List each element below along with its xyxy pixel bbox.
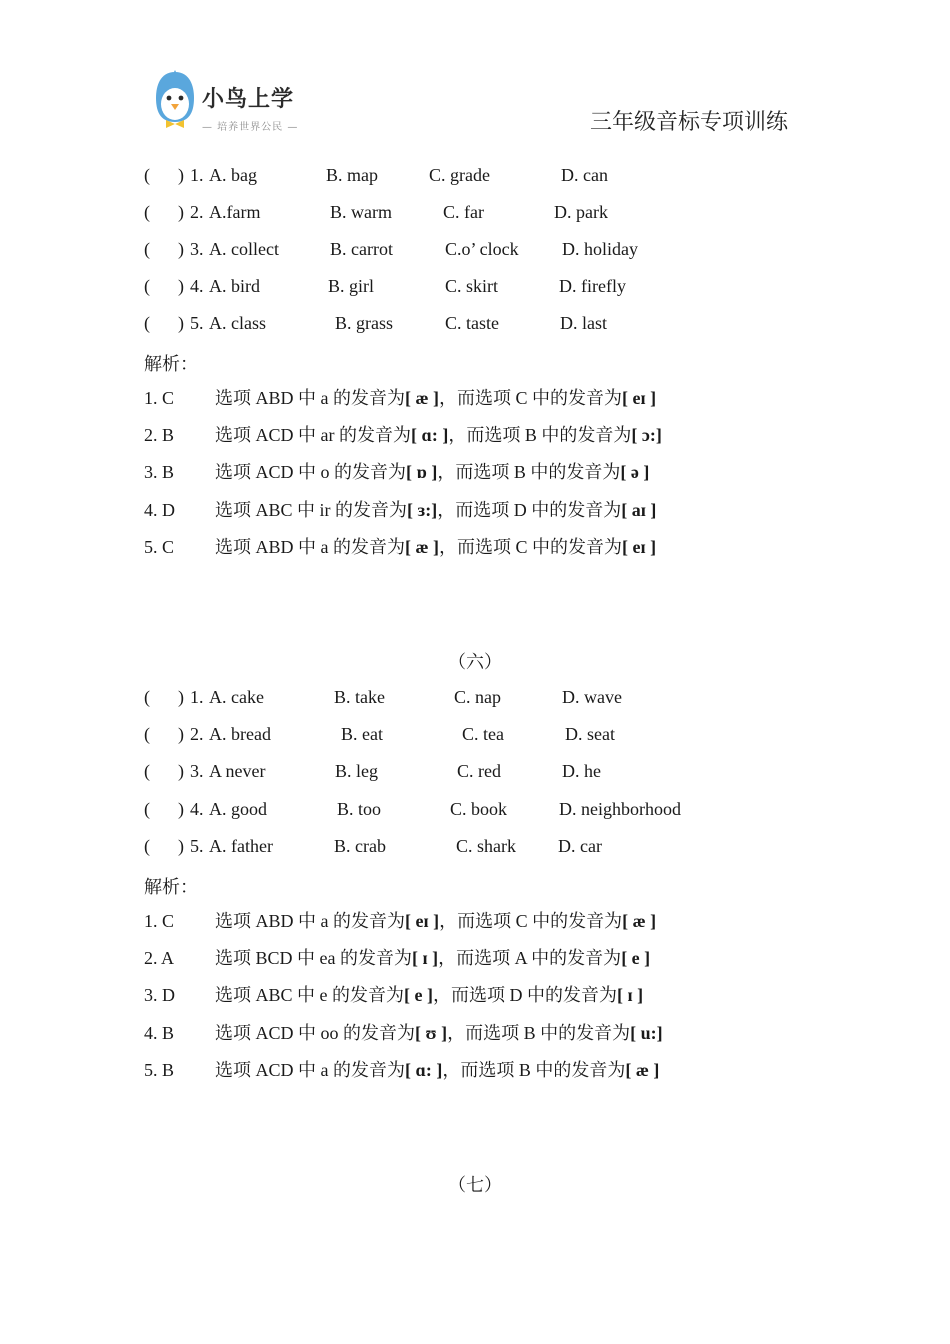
option-d: D. car xyxy=(558,836,602,856)
paren-close: ) xyxy=(178,239,184,259)
paren-close: ) xyxy=(178,276,184,296)
paren-open: ( xyxy=(144,165,150,185)
explanation-text: 选项 ABD 中 a 的发音为 xyxy=(215,911,405,931)
phonetic-symbol: [ ɑ: ] xyxy=(411,425,449,445)
answer-explanation xyxy=(215,982,643,1008)
answer-key: 3. D xyxy=(144,985,175,1005)
logo-text: 小鸟上学 xyxy=(202,87,295,112)
option-a: A. good xyxy=(209,799,267,819)
paren-open: ( xyxy=(144,276,150,296)
option-c: C. taste xyxy=(445,313,499,333)
phonetic-symbol: [ e ] xyxy=(621,948,651,968)
logo xyxy=(150,68,310,132)
section-heading: （六） xyxy=(448,652,502,672)
paren-close: ) xyxy=(178,313,184,333)
option-b: B. too xyxy=(337,799,382,819)
paren-close: ) xyxy=(178,836,184,856)
option-a: A. bag xyxy=(209,165,257,185)
phonetic-symbol: [ æ ] xyxy=(622,911,657,931)
answer-explanation xyxy=(215,497,656,523)
explanation-text: ，而选项 B 中的发音为 xyxy=(447,1023,631,1043)
explanation-text: ，而选项 B 中的发音为 xyxy=(448,425,632,445)
option-c: C. book xyxy=(450,799,508,819)
phonetic-symbol: [ aɪ ] xyxy=(621,500,657,520)
answer-key: 1. C xyxy=(144,911,175,931)
phonetic-symbol: [ ɪ ] xyxy=(616,985,644,1005)
option-c: C. red xyxy=(457,761,501,781)
explanation-text: ，而选项 C 中的发音为 xyxy=(439,911,623,931)
phonetic-symbol: [ eɪ ] xyxy=(405,911,440,931)
option-d: D. seat xyxy=(565,724,615,744)
option-b: B. warm xyxy=(330,202,392,222)
option-d: D. can xyxy=(561,165,608,185)
phonetic-symbol: [ ɒ ] xyxy=(406,462,438,482)
phonetic-symbol: [ e ] xyxy=(404,985,433,1005)
option-a: A. collect xyxy=(209,239,279,259)
paren-open: ( xyxy=(144,836,150,856)
phonetic-symbol: [ æ ] xyxy=(625,1060,660,1080)
phonetic-symbol: [ eɪ ] xyxy=(622,388,657,408)
explanation-text: 选项 ACD 中 ar 的发音为 xyxy=(215,425,411,445)
answer-key: 5. B xyxy=(144,1060,175,1080)
option-a: A. class xyxy=(209,313,266,333)
question-number: 2. xyxy=(190,724,204,744)
question-number: 4. xyxy=(190,276,204,296)
logo-subtitle: — 培养世界公民 — xyxy=(202,122,299,133)
explanation-text: 选项 BCD 中 ea 的发音为 xyxy=(215,948,412,968)
phonetic-symbol: [ ɔ:] xyxy=(631,425,662,445)
explanation-text: ，而选项 C 中的发音为 xyxy=(439,388,623,408)
option-b: B. take xyxy=(334,687,385,707)
option-c: C.o’ clock xyxy=(445,239,519,259)
option-d: D. firefly xyxy=(559,276,626,296)
answer-explanation xyxy=(215,1020,663,1046)
explanation-text: 选项 ACD 中 oo 的发音为 xyxy=(215,1023,416,1043)
option-a: A.farm xyxy=(209,202,261,222)
paren-open: ( xyxy=(144,313,150,333)
explanation-text: 选项 ABC 中 e 的发音为 xyxy=(215,985,404,1005)
bird-mascot-icon xyxy=(152,68,198,130)
option-b: B. girl xyxy=(328,276,375,296)
explanation-text: 选项 ACD 中 o 的发音为 xyxy=(215,462,407,482)
question-number: 1. xyxy=(190,165,204,185)
explanation-text: ，而选项 D 中的发音为 xyxy=(437,500,622,520)
section-heading: （七） xyxy=(448,1175,502,1195)
answer-key: 4. B xyxy=(144,1023,175,1043)
option-d: D. last xyxy=(560,313,607,333)
option-c: C. far xyxy=(443,202,484,222)
paren-close: ) xyxy=(178,202,184,222)
paren-open: ( xyxy=(144,202,150,222)
analysis-label: 解析： xyxy=(144,877,198,897)
option-a: A. bread xyxy=(209,724,271,744)
option-c: C. tea xyxy=(462,724,504,744)
option-c: C. nap xyxy=(454,687,501,707)
option-a: A. bird xyxy=(209,276,260,296)
answer-key: 5. C xyxy=(144,537,175,557)
answer-key: 2. B xyxy=(144,425,175,445)
question-number: 5. xyxy=(190,313,204,333)
option-b: B. carrot xyxy=(330,239,393,259)
option-c: C. skirt xyxy=(445,276,499,296)
document-title: 三年级音标专项训练 xyxy=(590,109,789,134)
phonetic-symbol: [ ʊ ] xyxy=(415,1023,448,1043)
explanation-text: 选项 ABD 中 a 的发音为 xyxy=(215,388,405,408)
paren-open: ( xyxy=(144,761,150,781)
answer-explanation xyxy=(215,459,649,485)
option-d: D. he xyxy=(562,761,601,781)
option-b: B. leg xyxy=(335,761,378,781)
option-c: C. grade xyxy=(429,165,490,185)
option-d: D. neighborhood xyxy=(559,799,681,819)
paren-open: ( xyxy=(144,239,150,259)
answer-key: 1. C xyxy=(144,388,175,408)
paren-close: ) xyxy=(178,799,184,819)
phonetic-symbol: [ ɪ ] xyxy=(412,948,439,968)
phonetic-symbol: [ æ ] xyxy=(405,388,439,408)
phonetic-symbol: [ æ ] xyxy=(405,537,439,557)
option-a: A. father xyxy=(209,836,273,856)
option-d: D. park xyxy=(554,202,608,222)
answer-key: 4. D xyxy=(144,500,175,520)
explanation-text: 选项 ACD 中 a 的发音为 xyxy=(215,1060,405,1080)
option-a: A never xyxy=(209,761,266,781)
analysis-label: 解析： xyxy=(144,354,198,374)
option-c: C. shark xyxy=(456,836,516,856)
explanation-text: ，而选项 A 中的发音为 xyxy=(438,948,622,968)
answer-explanation xyxy=(215,534,656,560)
answer-explanation xyxy=(215,945,650,971)
option-d: D. holiday xyxy=(562,239,638,259)
answer-explanation xyxy=(215,1057,659,1083)
phonetic-symbol: [ ə ] xyxy=(620,462,650,482)
question-number: 1. xyxy=(190,687,204,707)
explanation-text: 选项 ABC 中 ir 的发音为 xyxy=(215,500,408,520)
answer-explanation xyxy=(215,422,662,448)
paren-open: ( xyxy=(144,724,150,744)
question-number: 3. xyxy=(190,239,204,259)
question-number: 3. xyxy=(190,761,204,781)
question-number: 2. xyxy=(190,202,204,222)
phonetic-symbol: [ ɑ: ] xyxy=(405,1060,443,1080)
option-b: B. grass xyxy=(335,313,393,333)
answer-key: 3. B xyxy=(144,462,175,482)
option-b: B. crab xyxy=(334,836,386,856)
paren-close: ) xyxy=(178,165,184,185)
option-d: D. wave xyxy=(562,687,622,707)
option-b: B. map xyxy=(326,165,378,185)
answer-explanation xyxy=(215,908,656,934)
question-number: 4. xyxy=(190,799,204,819)
option-b: B. eat xyxy=(341,724,383,744)
answer-key: 2. A xyxy=(144,948,175,968)
explanation-text: ，而选项 D 中的发音为 xyxy=(432,985,617,1005)
phonetic-symbol: [ ɜ:] xyxy=(407,500,438,520)
phonetic-symbol: [ u:] xyxy=(630,1023,663,1043)
explanation-text: ，而选项 C 中的发音为 xyxy=(439,537,623,557)
option-a: A. cake xyxy=(209,687,264,707)
paren-close: ) xyxy=(178,761,184,781)
paren-open: ( xyxy=(144,687,150,707)
explanation-text: ，而选项 B 中的发音为 xyxy=(437,462,621,482)
question-number: 5. xyxy=(190,836,204,856)
paren-open: ( xyxy=(144,799,150,819)
answer-explanation xyxy=(215,385,656,411)
paren-close: ) xyxy=(178,687,184,707)
phonetic-symbol: [ eɪ ] xyxy=(622,537,657,557)
explanation-text: ，而选项 B 中的发音为 xyxy=(442,1060,626,1080)
explanation-text: 选项 ABD 中 a 的发音为 xyxy=(215,537,405,557)
paren-close: ) xyxy=(178,724,184,744)
